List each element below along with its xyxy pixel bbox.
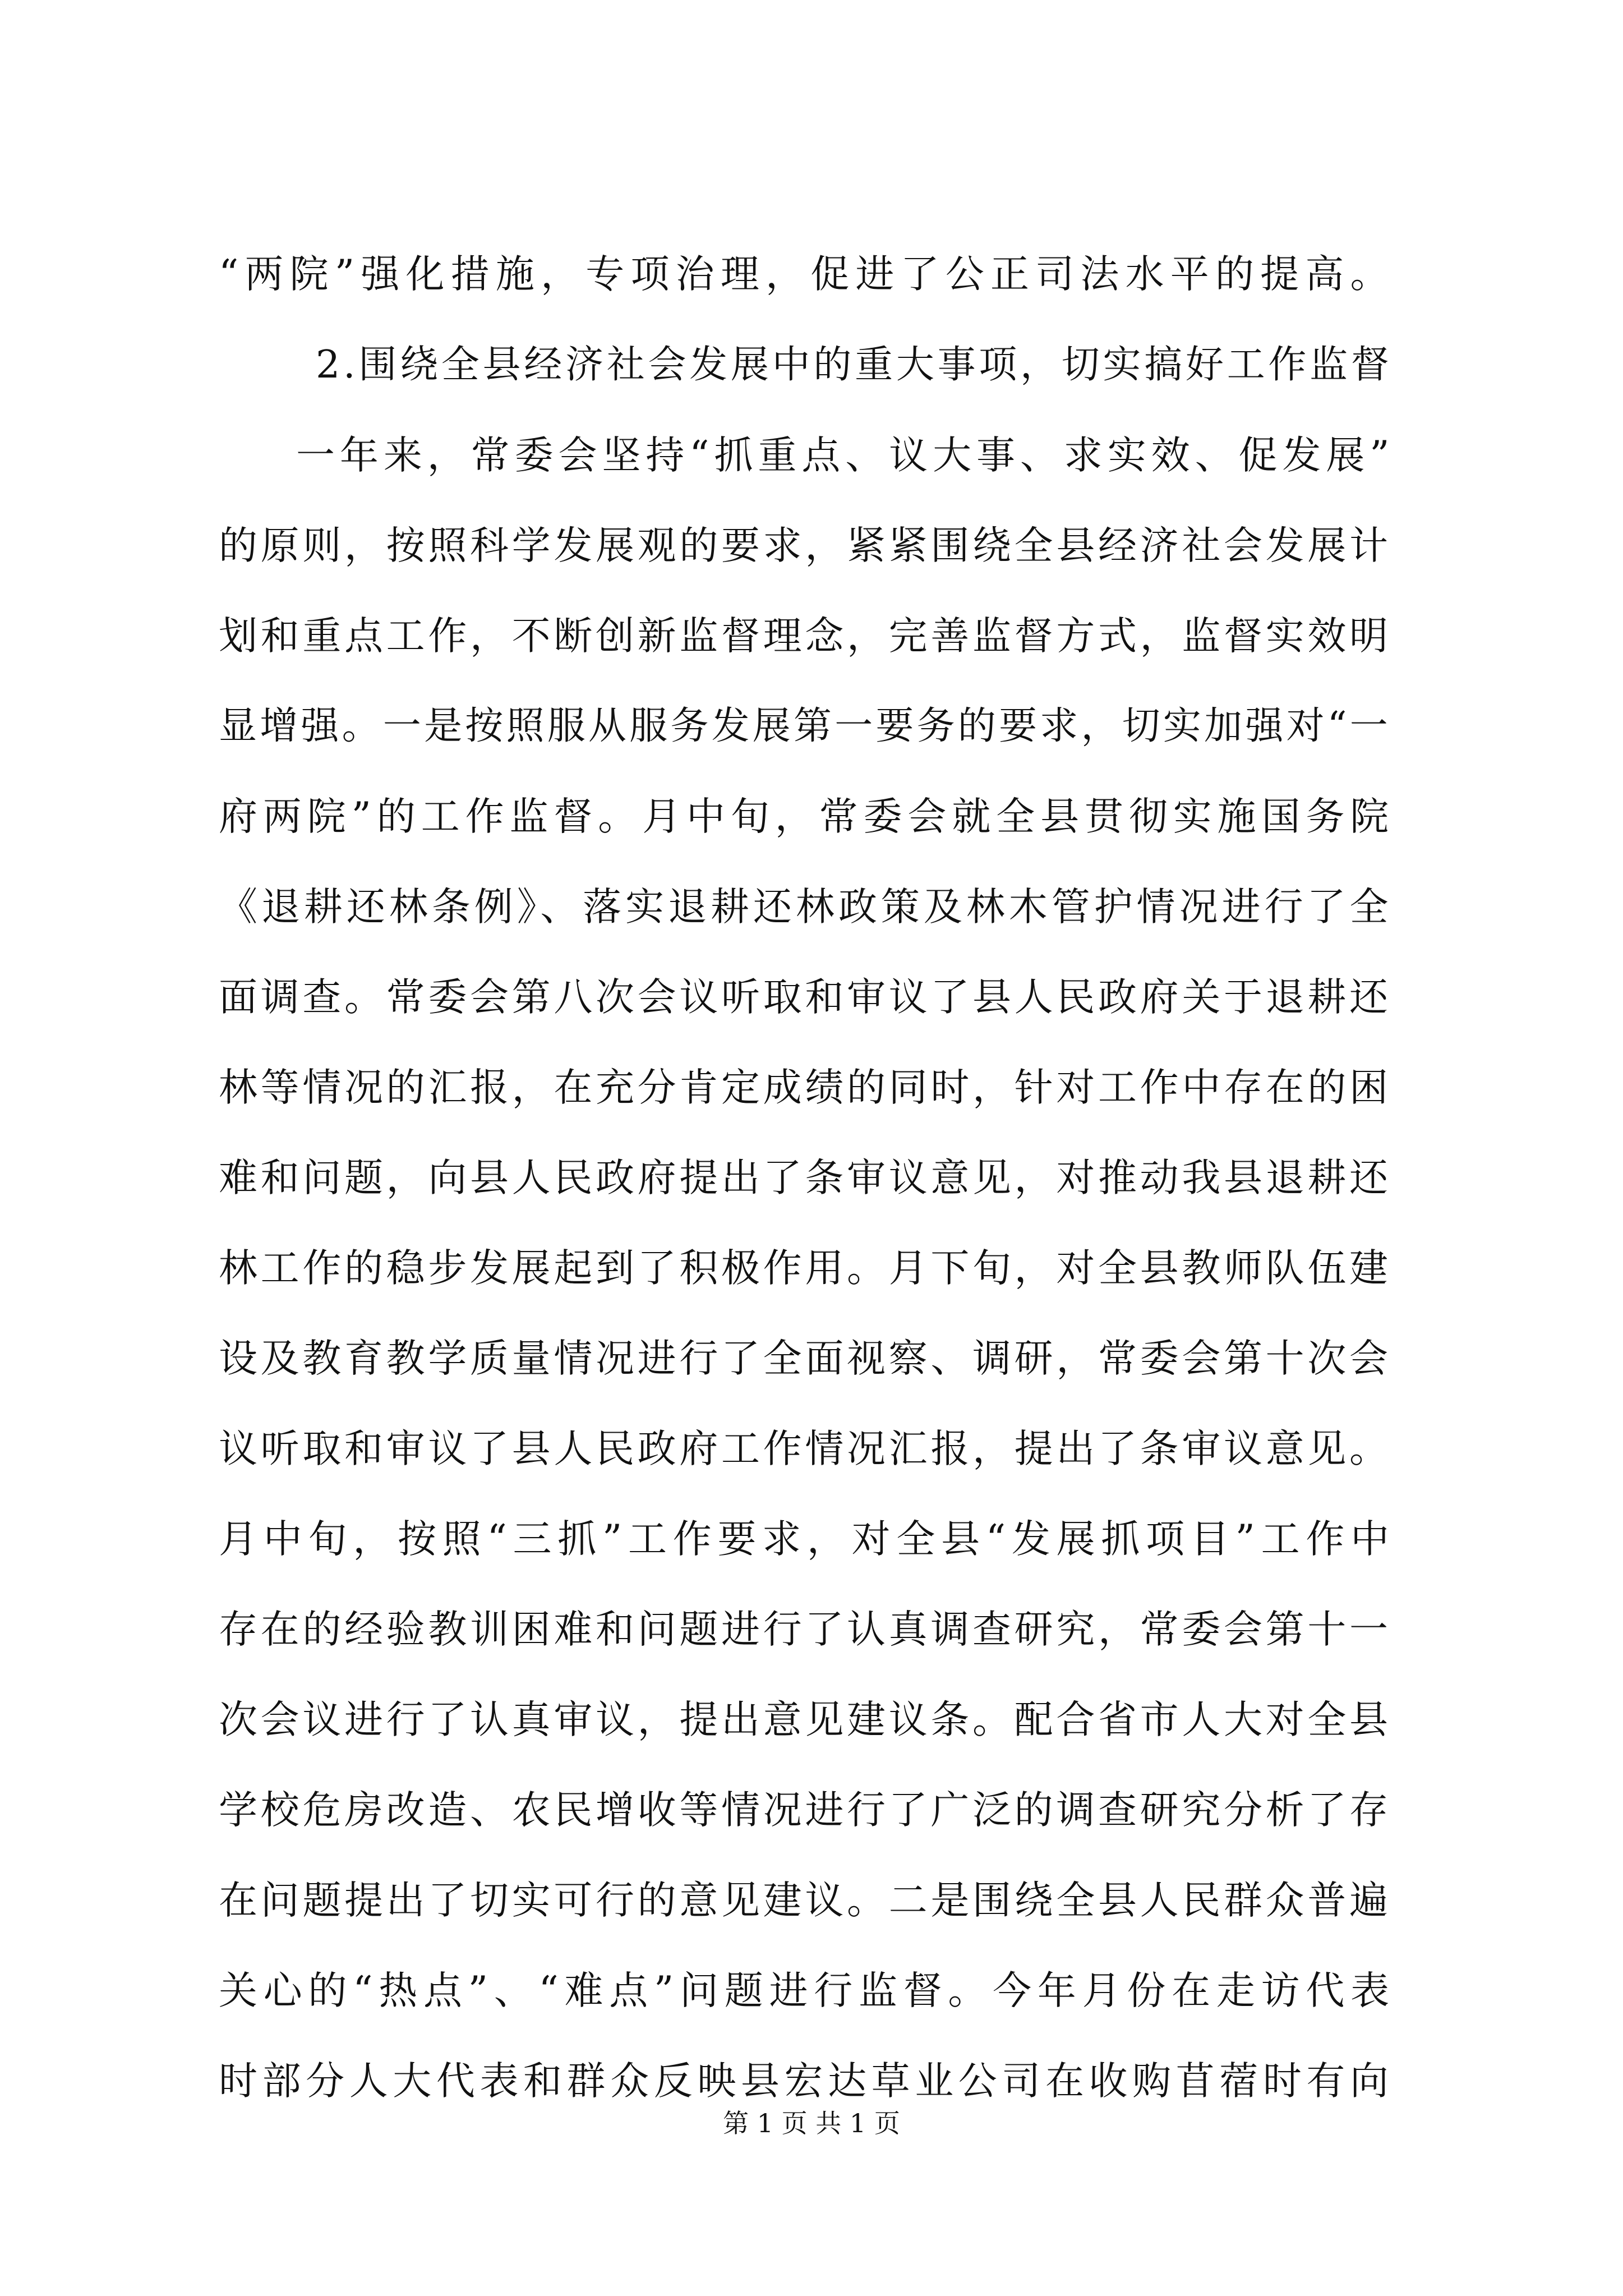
- section-heading: 2.围绕全县经济社会发展中的重大事项，切实搞好工作监督: [316, 343, 1393, 387]
- text-line-12: 林工作的稳步发展起到了积极作用。月下旬，对全县教师队伍建: [219, 1246, 1391, 1291]
- page-number-footer: 第 1 页 共 1 页: [723, 2108, 900, 2138]
- text-line-15: 月中旬，按照“三抓”工作要求，对全县“发展抓项目”工作中: [219, 1517, 1395, 1562]
- text-line-13: 设及教育教学质量情况进行了全面视察、调研，常委会第十次会: [219, 1336, 1391, 1381]
- text-line-7: 府两院”的工作监督。月中旬，常委会就全县贯彻实施国务院: [219, 794, 1395, 839]
- text-line-3: 一年来，常委会坚持“抓重点、议大事、求实效、促发展”: [296, 433, 1395, 478]
- text-line-16: 存在的经验教训困难和问题进行了认真调查研究，常委会第十一: [219, 1607, 1391, 1652]
- text-line-21: 时部分人大代表和群众反映县宏达草业公司在收购苜蓿时有向: [219, 2059, 1394, 2104]
- text-line-17: 次会议进行了认真审议，提出意见建议条。配合省市人大对全县: [219, 1697, 1391, 1742]
- text-line-19: 在问题提出了切实可行的意见建议。二是围绕全县人民群众普遍: [219, 1878, 1391, 1923]
- text-line-10: 林等情况的汇报，在充分肯定成绩的同时，针对工作中存在的困: [219, 1065, 1391, 1110]
- text-line-14: 议听取和审议了县人民政府工作情况汇报，提出了条审议意见。: [219, 1427, 1391, 1471]
- text-line-11: 难和问题，向县人民政府提出了条审议意见，对推动我县退耕还: [219, 1156, 1391, 1200]
- text-line-8: 《退耕还林条例》、落实退耕还林政策及林木管护情况进行了全: [219, 885, 1393, 930]
- text-line-4: 的原则，按照科学发展观的要求，紧紧围绕全县经济社会发展计: [219, 523, 1391, 568]
- text-line-9: 面调查。常委会第八次会议听取和审议了县人民政府关于退耕还: [219, 975, 1391, 1020]
- text-line-18: 学校危房改造、农民增收等情况进行了广泛的调查研究分析了存: [219, 1788, 1391, 1833]
- text-line-20: 关心的“热点”、“难点”问题进行监督。今年月份在走访代表: [219, 1968, 1395, 2013]
- text-line-6: 显增强。一是按照服从服务发展第一要务的要求，切实加强对“一: [219, 704, 1391, 748]
- text-line-1: “两院”强化措施，专项治理，促进了公正司法水平的提高。: [219, 252, 1395, 297]
- text-line-5: 划和重点工作，不断创新监督理念，完善监督方式，监督实效明: [219, 614, 1391, 659]
